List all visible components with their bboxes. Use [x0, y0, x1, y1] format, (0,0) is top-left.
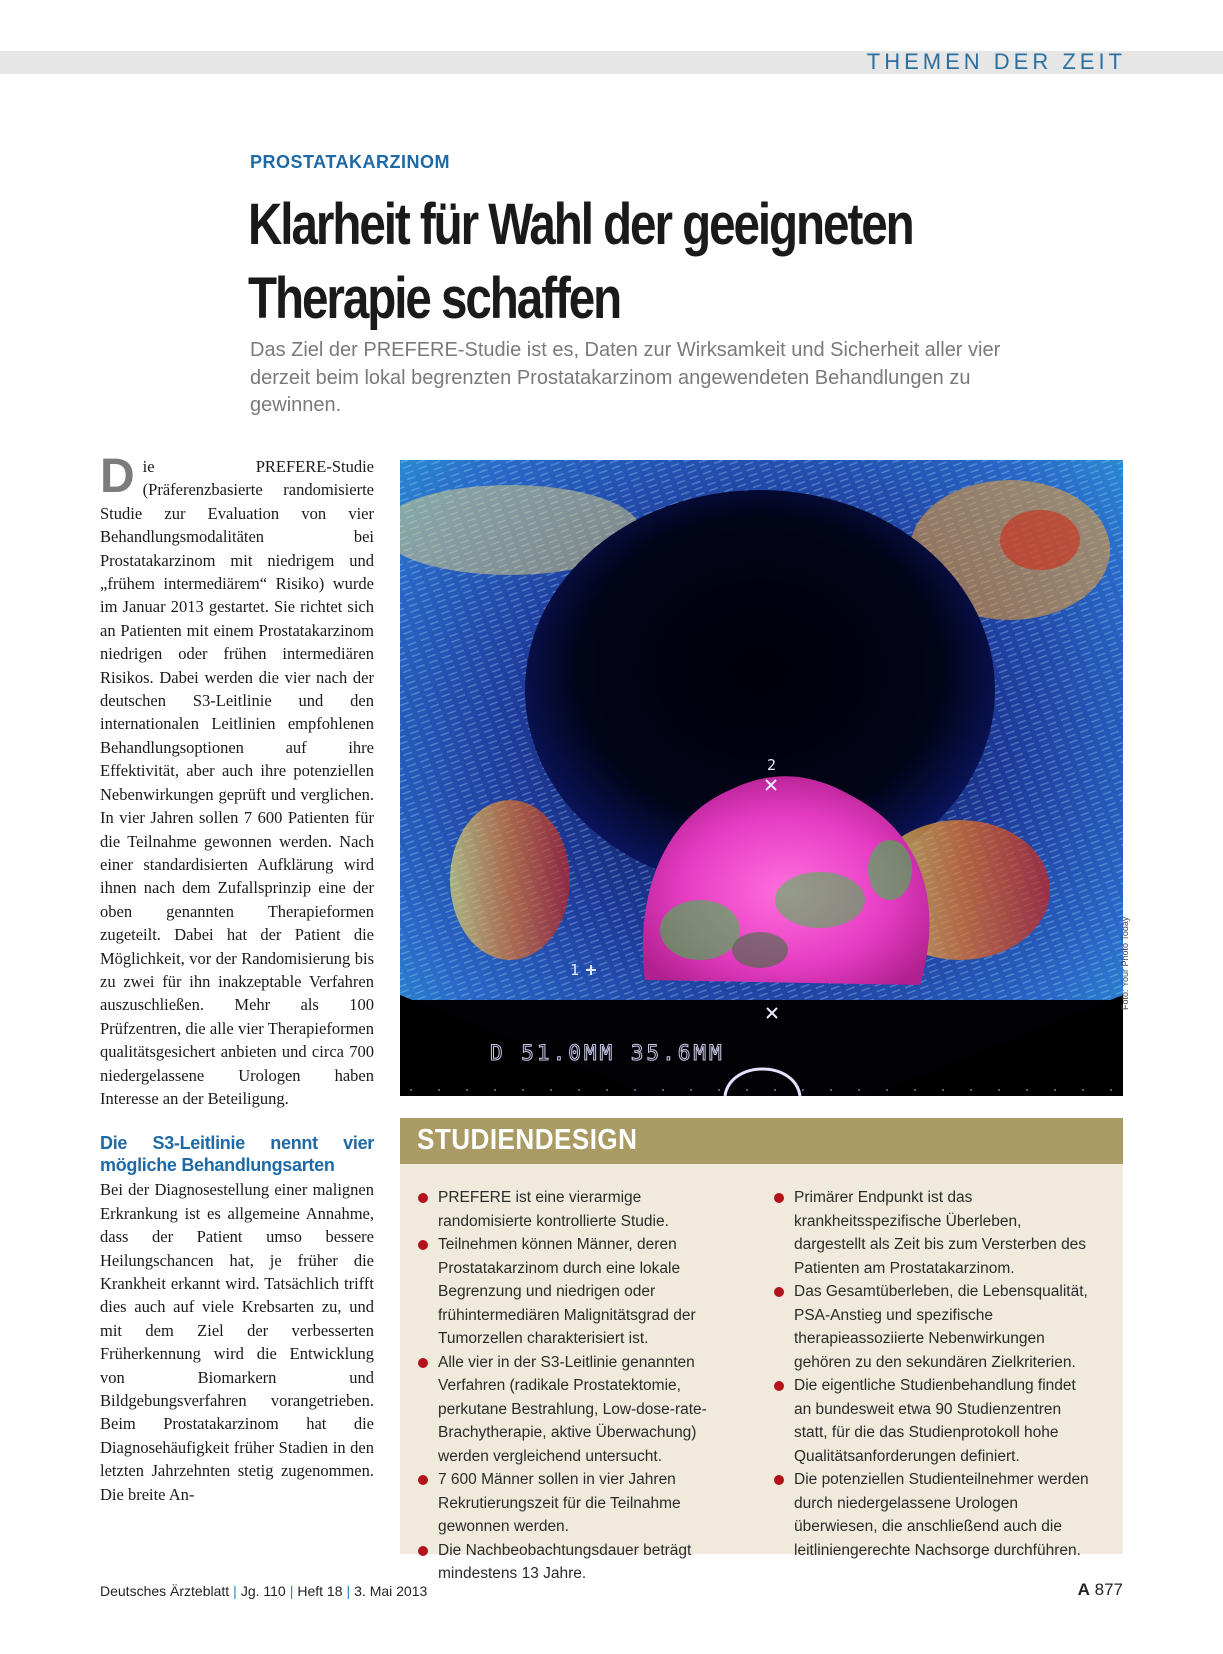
article-lead: Das Ziel der PREFERE-Studie ist es, Daten zur Wirksamkeit und Sicherheit aller vier derzeit beim lokal begrenzten Prostatakarzinom angewendeten Behandlungen zu gewinnen.: [250, 339, 1001, 416]
list-item: 7 600 Männer sollen in vier Jahren Rekrutierungszeit für die Teilnahme gewonnen werden.: [418, 1468, 738, 1539]
marker-1-label: 1: [570, 961, 580, 979]
footer-divider: |: [346, 1583, 351, 1599]
bullet-icon: [774, 1475, 784, 1485]
section-label: THEMEN DER ZEIT: [866, 49, 1126, 74]
bullet-icon: [774, 1287, 784, 1297]
list-item: Teilnehmen können Männer, deren Prostatakarzinom durch eine lokale Begrenzung und niedrigen oder frühintermediären Malignitätsgrad der Tumorzellen charakterisiert ist.: [418, 1233, 738, 1351]
bullet-icon: [418, 1546, 428, 1556]
title-line-1: Klarheit für Wahl der geeigneten: [248, 192, 913, 257]
body-column: [100, 450, 374, 1506]
list-item: Die eigentliche Studienbehandlung findet an bundesweit etwa 90 Studienzentren statt, für die das Studienprotokoll hohe Qualitätsanforderungen definiert.: [774, 1374, 1094, 1468]
dropcap: D: [100, 450, 135, 503]
list-item: PREFERE ist eine vierarmige randomisierte kontrollierte Studie.: [418, 1186, 738, 1233]
bullet-icon: [418, 1240, 428, 1250]
body-paragraph-2: Bei der Diagnosestellung einer malignen Erkrankung ist es allgemeine Annahme, dass der Patient umso bessere Heilungschancen hat, je früher die Krankheit erkannt wird. Tatsächlich trifft dies auch auf viele Krebsarten zu, und mit dem Ziel der verbesserten Früherkennung wird die Entwicklung von Biomarkern und Bildgebungsverfahren vorangetrieben. Beim Prostatakarzinom hat die Diagnosehäufigkeit früher Stadien in den letzten Jahrzehnten stetig zugenommen. Die breite An-: [100, 1180, 374, 1504]
page-number-value: 877: [1094, 1580, 1123, 1599]
body-paragraph-1: [100, 450, 374, 1110]
body-subhead: Die S3-Leitlinie nennt vier mögliche Behandlungsarten: [100, 1133, 374, 1176]
list-item: Das Gesamtüberleben, die Lebensqualität, PSA-Anstieg und spezifische therapieassoziierte Nebenwirkungen gehören zu den sekundären Zielkriterien.: [774, 1280, 1094, 1374]
page-number: [1078, 1580, 1123, 1600]
title-line-2: Therapie schaffen: [248, 266, 621, 331]
page-prefix: A: [1077, 1580, 1090, 1599]
marker-2-label: 2: [767, 756, 777, 774]
paragraph-1-text: ie PREFERE-Studie (Präferenzbasierte randomisierte Studie zur Evaluation von vier Behandlungsmodalitäten bei Prostatakarzinom mit niedrigem und „frühem intermediärem“ Risiko) wurde im Januar 2013 gestartet. Sie richtet sich an Patienten mit einem Prostatakarzinom niedrigen oder frühen intermediären Risikos. Dabei werden die vier nach der deutschen S3-Leitlinie und den internationalen Leitlinien empfohlenen Behandlungsoptionen auf ihre Effektivität, aber auch ihre potenziellen Nebenwirkungen geprüft und verglichen. In vier Jahren sollen 7 600 Patienten für die Teilnahme gewonnen werden. Nach einer standardisierten Aufklärung wird ihnen nach dem Zufallsprinzip eine der oben genannten Therapieformen zugeteilt. Dabei hat der Patient die Möglichkeit, vor der Randomisierung bis zu zwei für ihn inakzeptable Verfahren auszuschließen. Mehr als 100 Prüfzentren, die alle vier Therapieformen qualitätsgesichert anbieten und circa 700 niedergelassene Urologen haben Interesse an der Beteiligung.: [100, 457, 374, 1108]
infobox-right-list: [774, 1186, 1094, 1562]
journal-name: Deutsches Ärzteblatt: [100, 1583, 230, 1599]
page-footer: [100, 1583, 427, 1599]
ultrasound-graphic: [400, 460, 1123, 1096]
infobox-title: STUDIENDESIGN: [417, 1124, 638, 1156]
journal-date: 3. Mai 2013: [354, 1583, 428, 1599]
journal-volume: Jg. 110: [240, 1583, 286, 1599]
infobox: [400, 1164, 1123, 1582]
infobox-header: [400, 1118, 1123, 1164]
list-item: Alle vier in der S3-Leitlinie genannten Verfahren (radikale Prostatektomie, perkutane Bestrahlung, Low-dose-rate-Brachytherapie, aktive Überwachung) werden vergleichend untersucht.: [418, 1351, 738, 1469]
bullet-icon: [418, 1193, 428, 1203]
article-title: [248, 188, 970, 336]
bullet-icon: [774, 1381, 784, 1391]
ultrasound-image: [400, 460, 1123, 1096]
bullet-icon: [418, 1358, 428, 1368]
bullet-icon: [774, 1193, 784, 1203]
list-item: Die potenziellen Studienteilnehmer werden durch niedergelassene Urologen überwiesen, die anschließend auch die leitliniengerechte Nachsorge durchführen.: [774, 1468, 1094, 1562]
list-item: Die Nachbeobachtungsdauer beträgt mindestens 13 Jahre.: [418, 1539, 738, 1586]
footer-divider: |: [289, 1583, 294, 1599]
bullet-icon: [418, 1475, 428, 1485]
list-item: Primärer Endpunkt ist das krankheitsspezifische Überleben, dargestellt als Zeit bis zum Versterben des Patienten am Prostatakarzinom.: [774, 1186, 1094, 1280]
journal-issue: Heft 18: [297, 1583, 343, 1599]
infobox-left-list: [418, 1186, 738, 1586]
measurement-text: D 51.0MM 35.6MM: [490, 1041, 725, 1065]
footer-divider: |: [233, 1583, 237, 1599]
article-kicker: PROSTATAKARZINOM: [250, 152, 450, 172]
photo-credit: Foto: Your Photo Today: [1120, 916, 1130, 1010]
